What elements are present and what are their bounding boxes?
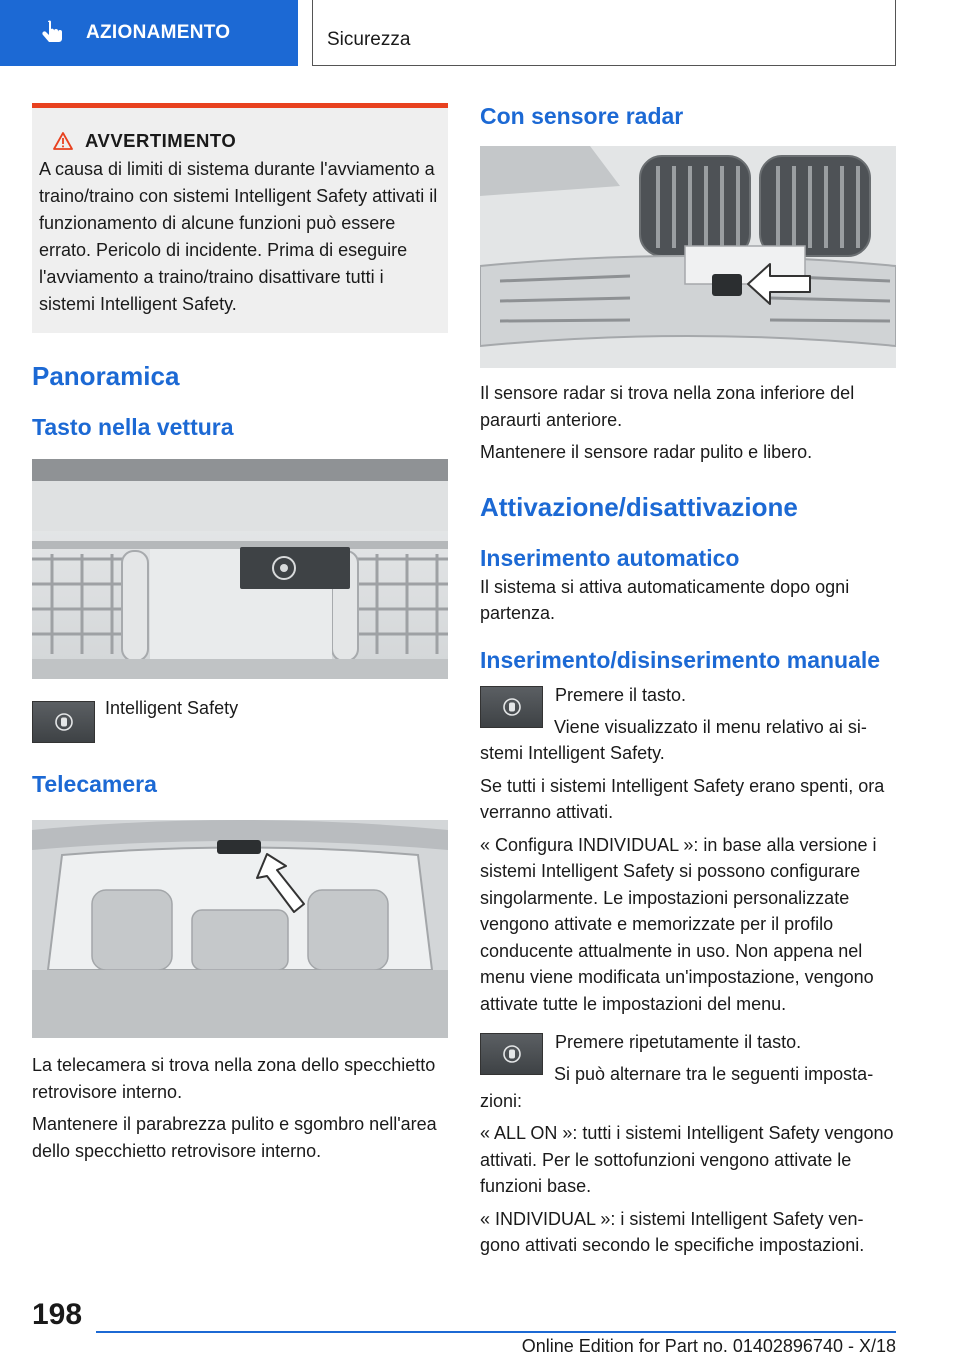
intelligent-safety-label: Intelligent Safety — [105, 698, 239, 718]
auto-heading: Inserimento automatico — [480, 544, 740, 571]
right-column — [480, 103, 896, 1259]
intelligent-safety-key-row — [32, 698, 448, 743]
manual-paragraph-2: « Configura INDIVIDUAL »: in base alla versione i sistemi Intelligent Safety si possono configurare singolarmente. Le impostazioni personalizzate vengono attivate e memorizzate per il profilo conducente attualmente in uso. Non appena nel menu viene modificata un'impostazione, vengono attivate tutte le impostazioni del menu. — [480, 834, 877, 1014]
manual-step-2: Premere ripetutamente il tasto. — [555, 1032, 802, 1052]
radar-heading: Con sensore radar — [480, 103, 684, 129]
auto-paragraph: Il sistema si attiva automaticamente dopo ogni partenza. — [480, 576, 850, 623]
left-column — [32, 103, 448, 1164]
camera-photo — [32, 820, 448, 1038]
option-all-on: « ALL ON »: tutti i sistemi Intelligent Safety vengono attivati. Per le sottofunzioni vengono attivate le funzioni base. — [480, 1123, 894, 1196]
intelligent-safety-icon — [502, 1044, 522, 1064]
header-chapter-title: Sicurezza — [327, 29, 411, 50]
camera-paragraph-1: La telecamera si trova nella zona dello specchietto retrovisore interno. — [32, 1055, 436, 1102]
intelligent-safety-icon — [54, 712, 74, 732]
intelligent-safety-button — [480, 686, 543, 728]
bumper-illustration — [480, 146, 896, 368]
header-section-tab — [0, 0, 298, 66]
dashboard-illustration — [32, 459, 448, 679]
manual-step-2-result: Si può alternare tra le seguenti impostazioni: — [480, 1064, 874, 1111]
button-heading: Tasto nella vettura — [32, 414, 234, 440]
header-section-title: AZIONAMENTO — [86, 22, 231, 43]
page-number: 198 — [32, 1298, 83, 1331]
warning-title-row — [53, 130, 448, 152]
manual-heading: Inserimento/disinserimento manuale — [480, 646, 881, 673]
manual-step-2-text — [555, 1029, 801, 1056]
warning-title: AVVERTIMENTO — [85, 130, 237, 151]
radar-paragraph-2: Mantenere il sensore radar pulito e libero. — [480, 442, 813, 462]
activation-heading: Attivazione/disattivazione — [480, 491, 798, 522]
warning-triangle-icon — [53, 132, 73, 150]
cabin-illustration — [32, 820, 448, 1038]
option-individual: « INDIVIDUAL »: i sistemi Intelligent Safety vengono attivati secondo le specifiche impostazioni. — [480, 1208, 865, 1255]
radar-paragraph-1: Il sensore radar si trova nella zona inferiore del paraurti anteriore. — [480, 383, 855, 430]
warning-box — [32, 103, 448, 333]
manual-step-1: Premere il tasto. — [555, 684, 687, 705]
intelligent-safety-icon — [502, 697, 522, 717]
touch-hand-icon — [40, 20, 64, 46]
footer-divider — [96, 1331, 896, 1333]
footer-edition: Online Edition for Part no. 01402896740 - X/18 — [521, 1336, 896, 1356]
dashboard-photo — [32, 459, 448, 679]
overview-heading: Panoramica — [32, 361, 180, 391]
manual-step-1-text — [555, 682, 686, 709]
radar-photo — [480, 146, 896, 368]
manual-step-1-result: Viene visualizzato il menu relativo ai sistemi Intelligent Safety. — [480, 716, 867, 763]
intelligent-safety-button — [32, 701, 95, 743]
warning-body: A causa di limiti di sistema durante l'avviamento a traino/traino con sistemi Intelligent Safety attivati il funzionamento di alcune funzioni può essere errato. Pericolo di incidente. Prima di eseguire l'avviamento a traino/traino disattivare tutti i sistemi Intelligent Safety. — [39, 159, 438, 314]
manual-paragraph-1: Se tutti i sistemi Intelligent Safety erano spenti, ora verranno attivati. — [480, 775, 885, 822]
camera-paragraph-2: Mantenere il parabrezza pulito e sgombro nell'area dello specchietto retrovisore interno. — [32, 1114, 437, 1161]
intelligent-safety-button — [480, 1033, 543, 1075]
camera-heading: Telecamera — [32, 771, 157, 797]
header-chapter-box — [312, 0, 896, 66]
